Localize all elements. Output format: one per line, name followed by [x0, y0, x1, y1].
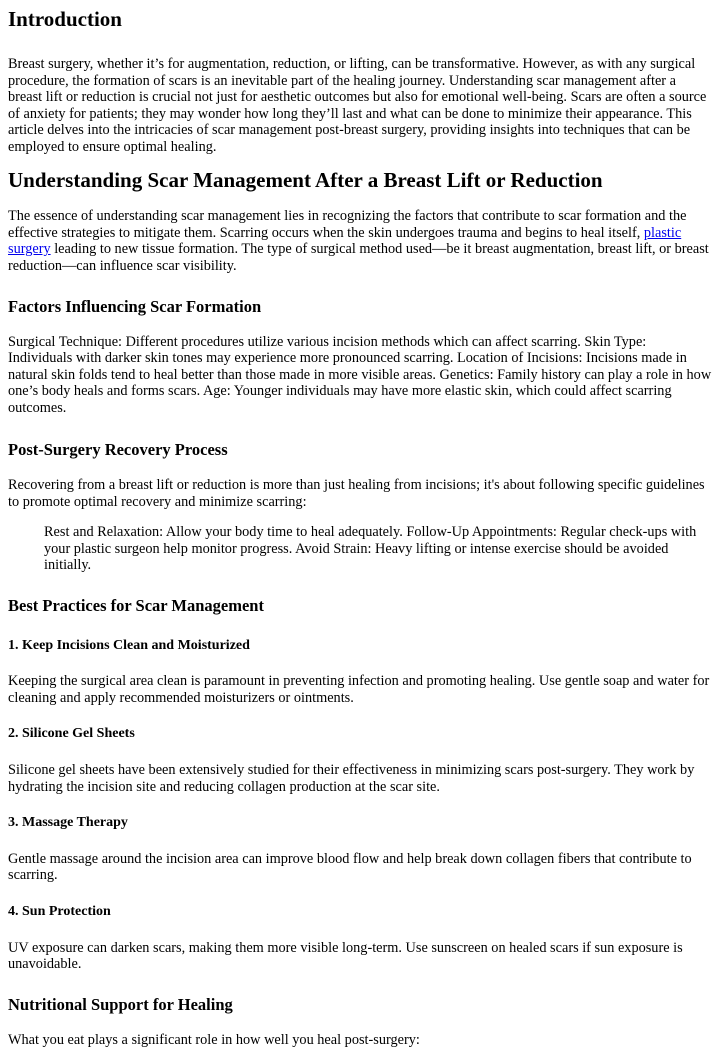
practice-heading-4: 4. Sun Protection — [8, 903, 111, 919]
practice-heading-2: 2. Silicone Gel Sheets — [8, 726, 135, 742]
practice-heading-1: 1. Keep Incisions Clean and Moisturized — [8, 637, 250, 653]
practice-heading-3: 3. Massage Therapy — [8, 815, 128, 831]
main-paragraph-text-after: leading to new tissue formation. The type of surgical method used—be it breast augmentation, breast lift, or breast reduction—can influence scar visibility. — [8, 241, 709, 274]
intro-heading: Introduction — [8, 7, 122, 31]
recovery-paragraph: Recovering from a breast lift or reduction is more than just healing from incisions; it's about following specific guidelines to promote optimal recovery and minimize scarring: — [8, 477, 705, 510]
intro-paragraph: Breast surgery, whether it’s for augmentation, reduction, or lifting, can be transformative. However, as with any surgical procedure, the formation of scars is an inevitable part of the healing journey. Understanding scar management after a breast lift or reduction is crucial not just for aesthetic outcomes but also for emotional well-being. Scars are often a source of anxiety for patients; they may wonder how long they’ll last and what can be done to minimize their appearance. This article delves into the intricacies of scar management post-breast surgery, providing insights into techniques that can be employed to ensure optimal healing. — [8, 56, 707, 155]
plastic-surgery-link[interactable]: plastic surgery — [8, 224, 682, 258]
factors-paragraph: Surgical Technique: Different procedures utilize various incision methods which can affect scarring. Skin Type: Individuals with darker skin tones may experience more pronounced scarring. Location of Incisions: Incisions made in natural skin folds tend to heal better than those made in more visible areas. Genetics: Family history can play a role in how one’s body heals and forms scars. Age: Younger individuals may have more elastic skin, which could affect scarring outcomes. — [8, 333, 712, 416]
practice-text-1: Keeping the surgical area clean is paramount in preventing infection and promoting healing. Use gentle soap and water for cleaning and apply recommended moisturizers or ointments. — [8, 673, 710, 706]
practice-text-2: Silicone gel sheets have been extensively studied for their effectiveness in minimizing scars post-surgery. They work by hydrating the incision site and reducing collagen production at the scar site. — [8, 762, 695, 795]
nutrition-paragraph: What you eat plays a significant role in how well you heal post-surgery: — [8, 1031, 420, 1048]
nutrition-heading: Nutritional Support for Healing — [8, 994, 233, 1014]
main-paragraph-text-before: The essence of understanding scar management lies in recognizing the factors that contribute to scar formation and the effective strategies to mitigate them. Scarring occurs when the skin undergoes trauma and begins to heal itself, — [8, 208, 687, 241]
recovery-heading: Post-Surgery Recovery Process — [8, 440, 228, 460]
best-practices-heading: Best Practices for Scar Management — [8, 595, 264, 615]
main-heading: Understanding Scar Management After a Breast Lift or Reduction — [8, 168, 603, 192]
recovery-quote: Rest and Relaxation: Allow your body time to heal adequately. Follow-Up Appointments: Regular check-ups with your plastic surgeon help monitor progress. Avoid Strain: Heavy lifting or intense exercise should be avoided initially. — [44, 524, 697, 574]
main-paragraph — [8, 208, 712, 274]
article — [0, 7, 720, 1048]
practice-text-3: Gentle massage around the incision area can improve blood flow and help break down collagen fibers that contribute to scarring. — [8, 850, 692, 884]
practice-text-4: UV exposure can darken scars, making them more visible long-term. Use sunscreen on healed scars if sun exposure is unavoidable. — [8, 939, 683, 973]
factors-heading: Factors Influencing Scar Formation — [8, 297, 262, 317]
